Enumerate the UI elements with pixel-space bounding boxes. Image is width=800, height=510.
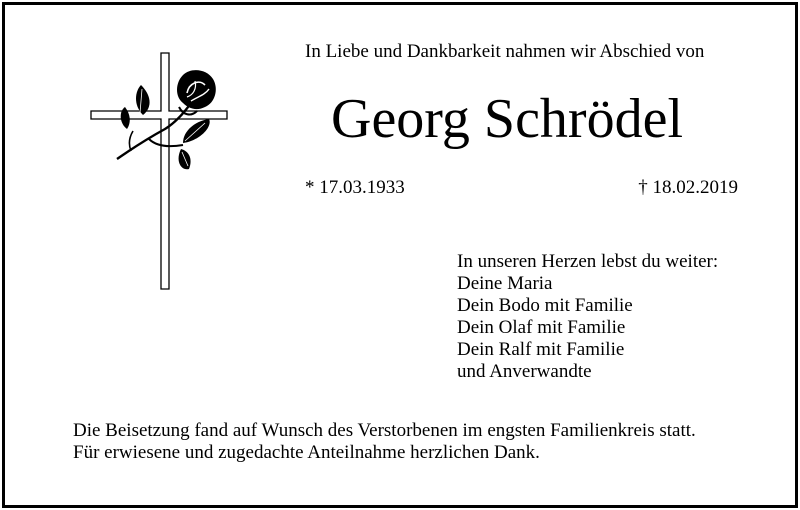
family-member: Dein Ralf mit Familie bbox=[457, 339, 625, 360]
family-member: Dein Bodo mit Familie bbox=[457, 295, 633, 316]
burial-note: Die Beisetzung fand auf Wunsch des Verstorbenen im engsten Familienkreis statt. bbox=[73, 420, 696, 441]
family-intro: In unseren Herzen lebst du weiter: bbox=[457, 251, 719, 272]
intro-text: In Liebe und Dankbarkeit nahmen wir Abschied von bbox=[305, 41, 705, 62]
death-date: † 18.02.2019 bbox=[638, 177, 738, 198]
deceased-name: Georg Schrödel bbox=[331, 88, 683, 150]
family-member: Dein Olaf mit Familie bbox=[457, 317, 626, 338]
family-member: Deine Maria bbox=[457, 273, 553, 294]
obituary-card bbox=[2, 2, 798, 508]
birth-date: * 17.03.1933 bbox=[305, 177, 405, 198]
footer-note bbox=[73, 420, 696, 464]
family-list bbox=[457, 251, 718, 383]
cross-with-rose-icon bbox=[83, 45, 233, 295]
thanks-note: Für erwiesene und zugedachte Anteilnahme herzlichen Dank. bbox=[73, 442, 540, 463]
family-member: und Anverwandte bbox=[457, 361, 592, 382]
